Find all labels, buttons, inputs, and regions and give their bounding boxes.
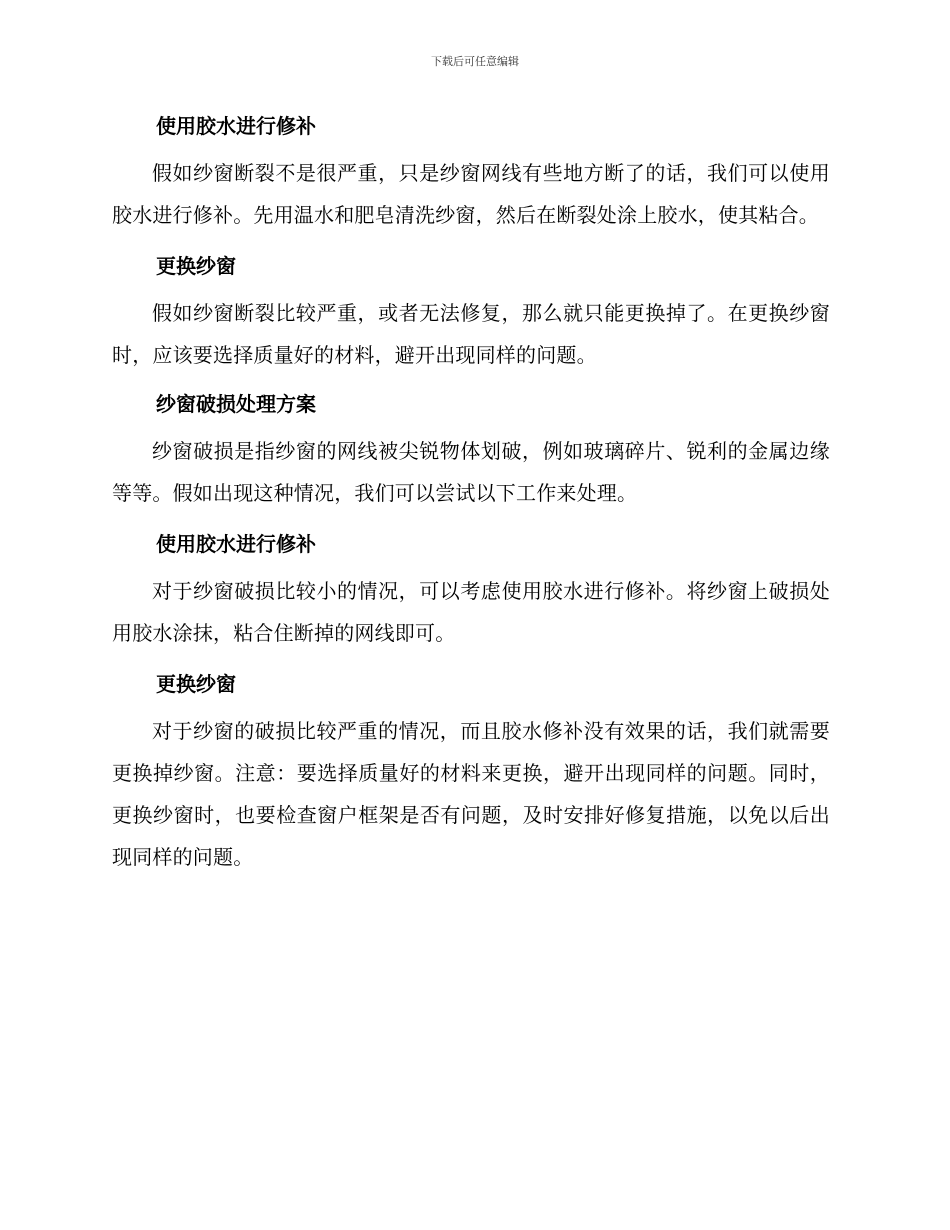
section-heading: 更换纱窗 <box>156 672 236 696</box>
section-paragraph: 假如纱窗断裂不是很严重，只是纱窗网线有些地方断了的话，我们可以使用胶水进行修补。先用温水和肥皂清洗纱窗，然后在断裂处涂上胶水，使其粘合。 <box>112 161 830 227</box>
page-header: 下载后可任意编辑 <box>431 55 519 68</box>
document-body <box>112 110 830 878</box>
section-heading: 更换纱窗 <box>156 254 236 278</box>
section-heading: 纱窗破损处理方案 <box>156 392 316 416</box>
section-paragraph: 纱窗破损是指纱窗的网线被尖锐物体划破，例如玻璃碎片、锐利的金属边缘等等。假如出现这种情况，我们可以尝试以下工作来处理。 <box>112 439 830 505</box>
section-heading: 使用胶水进行修补 <box>156 532 316 556</box>
section-paragraph: 对于纱窗的破损比较严重的情况，而且胶水修补没有效果的话，我们就需要更换掉纱窗。注意：要选择质量好的材料来更换，避开出现同样的问题。同时，更换纱窗时，也要检查窗户框架是否有问题，及时安排好修复措施，以免以后出现同样的问题。 <box>112 719 830 869</box>
section-paragraph: 对于纱窗破损比较小的情况，可以考虑使用胶水进行修补。将纱窗上破损处用胶水涂抹，粘合住断掉的网线即可。 <box>112 579 830 645</box>
section-paragraph: 假如纱窗断裂比较严重，或者无法修复，那么就只能更换掉了。在更换纱窗时，应该要选择质量好的材料，避开出现同样的问题。 <box>112 301 830 367</box>
section-heading: 使用胶水进行修补 <box>156 114 316 138</box>
